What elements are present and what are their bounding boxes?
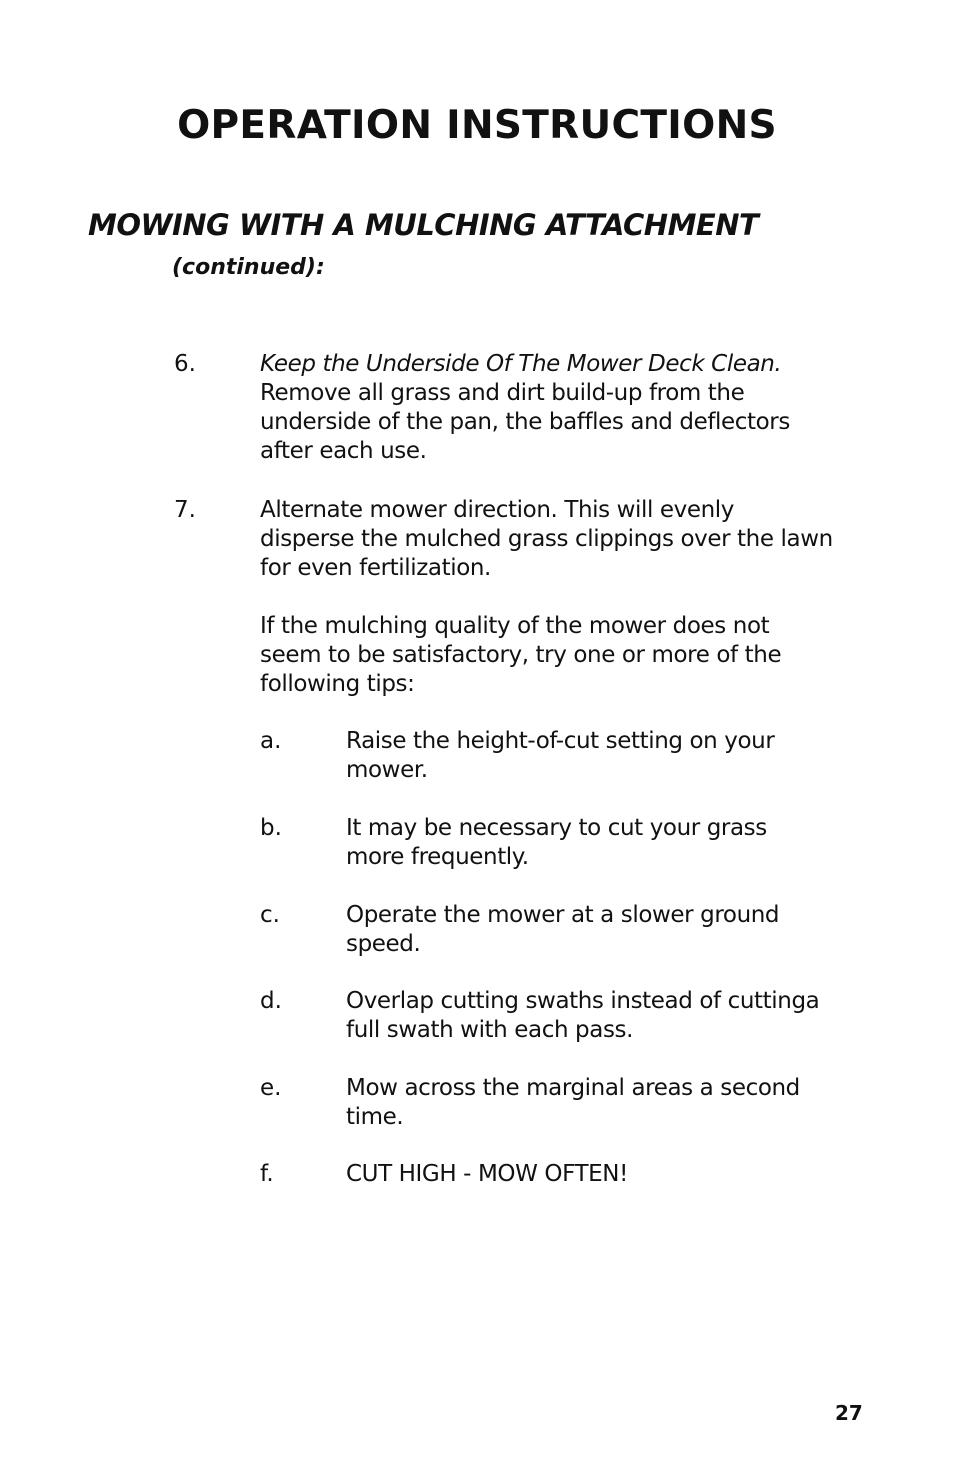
tip-text: CUT HIGH - MOW OFTEN! — [346, 1161, 628, 1187]
step-7-text: Alternate mower direction. This will evenly disperse the mulched grass clippings over the lawn for even fertilization. — [260, 497, 833, 581]
tip-text: It may be necessary to cut your grass more frequently. — [346, 815, 767, 870]
tip-letter: a. — [260, 728, 282, 754]
step-7-body — [260, 496, 835, 583]
step-number: 6. — [174, 351, 196, 377]
tip-text: Operate the mower at a slower ground speed. — [346, 902, 780, 957]
tips-intro — [260, 612, 835, 699]
section-subtitle: (continued): — [172, 255, 325, 280]
step-6-body — [260, 350, 835, 466]
tip-text: Overlap cutting swaths instead of cuttinga full swath with each pass. — [346, 988, 820, 1043]
page-number: 27 — [835, 1401, 863, 1425]
step-number: 7. — [174, 497, 196, 523]
page-title: OPERATION INSTRUCTIONS — [177, 103, 777, 148]
tip-letter: c. — [260, 902, 280, 928]
step-6-lead: Keep the Underside Of The Mower Deck Clean. — [260, 351, 782, 377]
section-title: MOWING WITH A MULCHING ATTACHMENT — [88, 208, 759, 242]
tip-letter: d. — [260, 988, 282, 1014]
tips-intro-text: If the mulching quality of the mower does not seem to be satisfactory, try one or more of the following tips: — [260, 613, 782, 697]
tip-letter: e. — [260, 1075, 282, 1101]
tip-letter: b. — [260, 815, 282, 841]
step-6-text: Remove all grass and dirt build-up from the underside of the pan, the baffles and deflectors after each use. — [260, 380, 790, 464]
tip-text: Mow across the marginal areas a second time. — [346, 1075, 800, 1130]
tip-text: Raise the height-of-cut setting on your mower. — [346, 728, 775, 783]
tip-letter: f. — [260, 1161, 274, 1187]
